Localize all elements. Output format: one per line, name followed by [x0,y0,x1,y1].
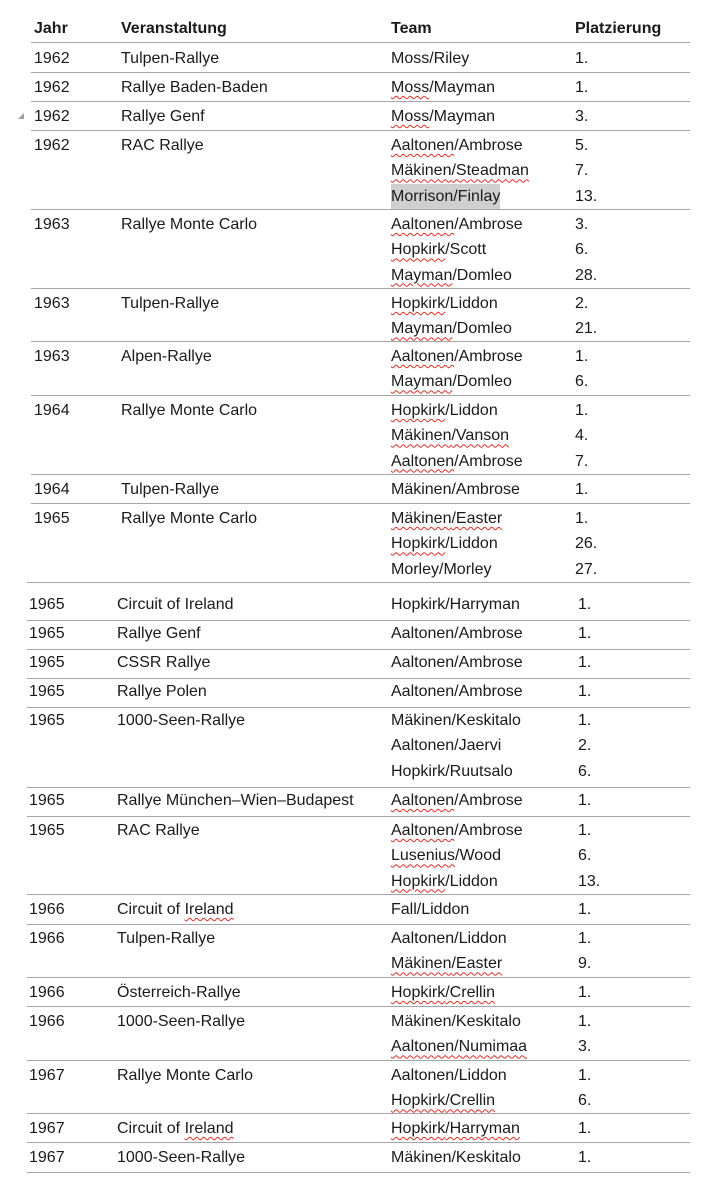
cell-team [391,506,502,582]
team-entry: Moss/Mayman [391,108,496,125]
team-entry: Mäkinen/Easter [391,510,503,527]
cell-year: 1963 [34,295,70,312]
spelling-flag[interactable]: Mäkinen [391,955,452,973]
team-entry: Mäkinen/Keskitalo [391,1013,521,1030]
row-divider [31,101,690,102]
team-entry: Aaltonen/Liddon [391,930,507,947]
cell-event: 1000-Seen-Rallye [117,1149,246,1166]
cell-year: 1963 [34,216,70,233]
cell-event: Alpen-Rallye [121,348,212,365]
spelling-flag[interactable]: Ireland [184,901,234,918]
cell-place [578,650,591,675]
cell-event: Rallye Monte Carlo [117,1067,254,1084]
row-divider [31,42,690,43]
cell-place [575,104,588,129]
cell-year: 1963 [34,348,70,365]
spelling-flag[interactable]: Aaltonen [391,137,455,154]
team-entry: Mayman/Domleo [391,373,512,391]
team-entry: Hopkirk/Liddon [391,872,498,890]
cell-place [575,75,588,100]
place-entry: 6. [575,373,589,391]
cell-place [578,1116,591,1141]
cell-place [578,818,600,894]
cell-team [391,133,529,209]
team-entry: Aaltonen/Numimaa [391,1038,528,1056]
spelling-flag[interactable]: Mäkinen [391,427,452,445]
cell-year: 1967 [29,1067,65,1084]
cell-team [391,212,523,288]
place-entry: 2. [575,295,589,312]
place-entry: 1. [578,625,592,642]
row-divider [31,130,690,131]
place-entry: 27. [575,560,598,578]
cell-event: RAC Rallye [121,137,204,154]
cell-year: 1967 [29,1120,65,1137]
place-entry: 3. [578,1038,592,1056]
cell-year: 1962 [34,108,70,125]
place-entry: 1. [575,348,589,365]
place-entry: 3. [575,108,589,125]
spelling-flag[interactable]: Hopkirk [391,1120,446,1137]
team-entry: Aaltonen/Ambrose [391,625,523,642]
cell-event: Circuit of Ireland [117,901,234,918]
cell-team [391,1145,521,1170]
row-divider [31,474,690,475]
cell-event: Rallye Monte Carlo [121,510,258,527]
cell-team [391,679,523,704]
cell-team [391,818,523,894]
cell-place [578,1009,591,1060]
cell-team [391,477,520,502]
place-entry: 6. [578,1092,592,1110]
cell-year: 1966 [29,984,65,1001]
cell-team [391,1063,507,1114]
cell-team [391,592,520,617]
cell-team [391,46,469,71]
row-divider [31,72,690,73]
team-entry: Aaltonen/Ambrose [391,792,523,809]
team-entry: Hopkirk/Liddon [391,535,498,553]
cell-place [578,788,591,813]
team-entry: Moss/Mayman [391,79,496,96]
cell-place [575,291,597,342]
row-divider [27,1172,690,1173]
place-entry: 1. [578,930,592,947]
cell-event: Tulpen-Rallye [121,50,220,67]
place-entry: 1. [578,1067,592,1084]
place-entry: 7. [575,162,589,180]
team-entry: Aaltonen/Ambrose [391,348,523,365]
cell-year: 1965 [29,712,65,729]
cell-place [578,621,591,646]
cell-year: 1964 [34,481,70,498]
spelling-flag[interactable]: Moss [391,79,430,96]
place-entry: 28. [575,266,598,284]
cell-place [578,592,591,617]
team-entry: Aaltonen/Ambrose [391,452,523,470]
team-entry: Hopkirk/Harryman [391,1120,520,1137]
row-divider [27,816,690,817]
cell-team [391,650,523,675]
place-entry: 1. [578,1120,592,1137]
place-entry: 1. [578,712,592,729]
team-entry: Moss/Riley [391,50,470,67]
cell-event: CSSR Rallye [117,654,211,671]
place-entry: 4. [575,427,589,445]
team-entry: Mayman/Domleo [391,320,512,338]
place-entry: 1. [578,596,592,613]
spelling-flag[interactable]: Mayman [391,373,453,391]
spelling-flag[interactable]: Mayman [391,266,453,284]
selected-team-entry[interactable]: Morrison/Finlay [391,184,500,209]
team-entry: Aaltonen/Ambrose [391,683,523,700]
spelling-flag[interactable]: Hopkirk [391,984,446,1001]
cell-team [391,291,512,342]
cell-event: 1000-Seen-Rallye [117,1013,246,1030]
cell-event: Tulpen-Rallye [121,295,220,312]
spelling-flag[interactable]: Aaltonen [391,216,455,233]
cell-event: Rallye Monte Carlo [121,216,258,233]
row-divider [27,1060,690,1061]
place-entry: 13. [578,872,601,890]
place-entry: 1. [575,79,589,96]
cell-event: RAC Rallye [117,822,200,839]
cell-year: 1964 [34,402,70,419]
place-entry: 6. [578,847,592,865]
spelling-flag[interactable]: Mäkinen [391,162,452,180]
team-entry: Hopkirk/Liddon [391,295,498,312]
spelling-flag[interactable]: Aaltonen [391,822,455,839]
spelling-flag[interactable]: Mäkinen [391,510,452,527]
cell-event: Rallye Monte Carlo [121,402,258,419]
header-team: Team [391,20,432,37]
cell-year: 1962 [34,50,70,67]
table-move-handle-icon[interactable] [18,113,24,119]
cell-place [578,897,591,922]
row-divider [27,582,690,583]
row-divider [31,503,690,504]
cell-team [391,398,523,474]
spelling-flag[interactable]: Moss [391,108,430,125]
cell-team [391,980,495,1005]
row-divider [27,1142,690,1143]
place-entry: 3. [575,216,589,233]
spelling-flag[interactable]: Hopkirk [391,402,446,419]
place-entry: 1. [578,792,592,809]
cell-place [578,980,591,1005]
place-entry: 1. [578,1149,592,1166]
cell-year: 1962 [34,137,70,154]
cell-event: Rallye Baden-Baden [121,79,268,96]
place-entry: 9. [578,955,592,973]
cell-event: Circuit of Ireland [117,596,234,613]
cell-event: Tulpen-Rallye [117,930,216,947]
place-entry: 21. [575,320,598,338]
cell-event: Österreich-Rallye [117,984,241,1001]
row-divider [27,1006,690,1007]
cell-team [391,1116,520,1141]
cell-year: 1962 [34,79,70,96]
cell-team [391,788,523,813]
team-entry: Aaltonen/Liddon [391,1067,507,1084]
cell-event: 1000-Seen-Rallye [117,712,246,729]
team-entry: Hopkirk/Liddon [391,402,498,419]
header-year: Jahr [34,20,68,37]
spelling-flag[interactable]: Aaltonen [391,792,455,809]
team-entry: Aaltonen/Ambrose [391,654,523,671]
spelling-flag[interactable]: Aaltonen [391,348,455,365]
cell-place [575,398,588,474]
team-entry: Fall/Liddon [391,901,470,918]
place-entry: 7. [575,452,589,470]
place-entry: 1. [575,402,589,419]
team-entry: Mäkinen/Vanson [391,427,510,445]
cell-place [575,46,588,71]
place-entry: 1. [578,683,592,700]
place-entry: 26. [575,535,598,553]
team-entry: Hopkirk/Harryman [391,596,520,613]
place-entry: 1. [575,481,589,498]
place-entry: 1. [578,1013,592,1030]
cell-year: 1965 [29,596,65,613]
cell-event: Tulpen-Rallye [121,481,220,498]
cell-team [391,621,523,646]
team-entry: Hopkirk/Crellin [391,984,496,1001]
cell-event: Rallye Genf [121,108,205,125]
spelling-flag[interactable]: Hopkirk [391,872,446,890]
cell-year: 1965 [29,654,65,671]
cell-year: 1965 [29,625,65,642]
cell-year: 1966 [29,901,65,918]
cell-place [578,1063,591,1114]
cell-place [578,1145,591,1170]
team-entry: Aaltonen/Ambrose [391,822,523,839]
spelling-flag[interactable]: Aaltonen [391,452,455,470]
cell-team [391,75,495,100]
spelling-flag[interactable]: Mayman [391,320,453,338]
cell-year: 1966 [29,930,65,947]
team-entry: Mäkinen/Ambrose [391,481,520,498]
row-divider [27,924,690,925]
team-entry: Hopkirk/Scott [391,241,487,259]
cell-place [578,708,591,784]
team-entry: Aaltonen/Ambrose [391,137,523,154]
place-entry: 2. [578,737,592,755]
row-divider [31,288,690,289]
team-entry: Mayman/Domleo [391,266,512,284]
team-entry: Aaltonen/Ambrose [391,216,523,233]
cell-place [578,679,591,704]
spelling-flag[interactable]: Hopkirk [391,241,446,259]
place-entry: 1. [578,654,592,671]
header-event: Veranstaltung [121,20,227,37]
header-place: Platzierung [575,20,662,37]
cell-event: Circuit of Ireland [117,1120,234,1137]
cell-place [575,506,597,582]
cell-event: Rallye Polen [117,683,207,700]
spelling-flag[interactable]: Hopkirk [391,535,446,553]
spelling-flag[interactable]: Hopkirk [391,1092,446,1110]
cell-team [391,708,521,784]
row-divider [31,395,690,396]
row-divider [31,209,690,210]
place-entry: 1. [575,50,589,67]
spelling-flag[interactable]: Lusenius [391,847,456,865]
place-entry: 1. [575,510,589,527]
cell-place [575,212,597,288]
spelling-flag[interactable]: Aaltonen [391,1038,455,1056]
cell-place [575,477,588,502]
cell-team [391,104,495,129]
cell-team [391,897,469,922]
place-entry: 1. [578,984,592,1001]
cell-place [578,926,591,977]
cell-team [391,1009,527,1060]
cell-year: 1965 [29,822,65,839]
place-entry: 1. [578,901,592,918]
cell-event: Rallye München–Wien–Budapest [117,792,354,809]
cell-place [575,344,588,395]
team-entry: Hopkirk/Ruutsalo [391,762,513,780]
row-divider [27,977,690,978]
team-entry: Mäkinen/Keskitalo [391,1149,521,1166]
team-entry: Aaltonen/Jaervi [391,737,502,755]
row-divider [27,894,690,895]
place-entry: 1. [578,822,592,839]
place-entry: 6. [575,241,589,259]
cell-place [575,133,597,209]
cell-team [391,926,507,977]
team-entry: Mäkinen/Easter [391,955,503,973]
team-entry: Mäkinen/Steadman [391,162,529,180]
cell-team [391,344,523,395]
place-entry: 5. [575,137,589,154]
cell-year: 1967 [29,1149,65,1166]
cell-year: 1965 [29,792,65,809]
place-entry: 13. [575,187,598,205]
team-entry: Lusenius/Wood [391,847,501,865]
cell-year: 1965 [29,683,65,700]
spelling-flag[interactable]: Ireland [184,1120,234,1137]
team-entry: Mäkinen/Keskitalo [391,712,521,729]
cell-year: 1965 [34,510,70,527]
place-entry: 6. [578,762,592,780]
cell-event: Rallye Genf [117,625,201,642]
team-entry: Hopkirk/Crellin [391,1092,496,1110]
spelling-flag[interactable]: Hopkirk [391,295,446,312]
cell-year: 1966 [29,1013,65,1030]
team-entry: Morley/Morley [391,560,492,578]
